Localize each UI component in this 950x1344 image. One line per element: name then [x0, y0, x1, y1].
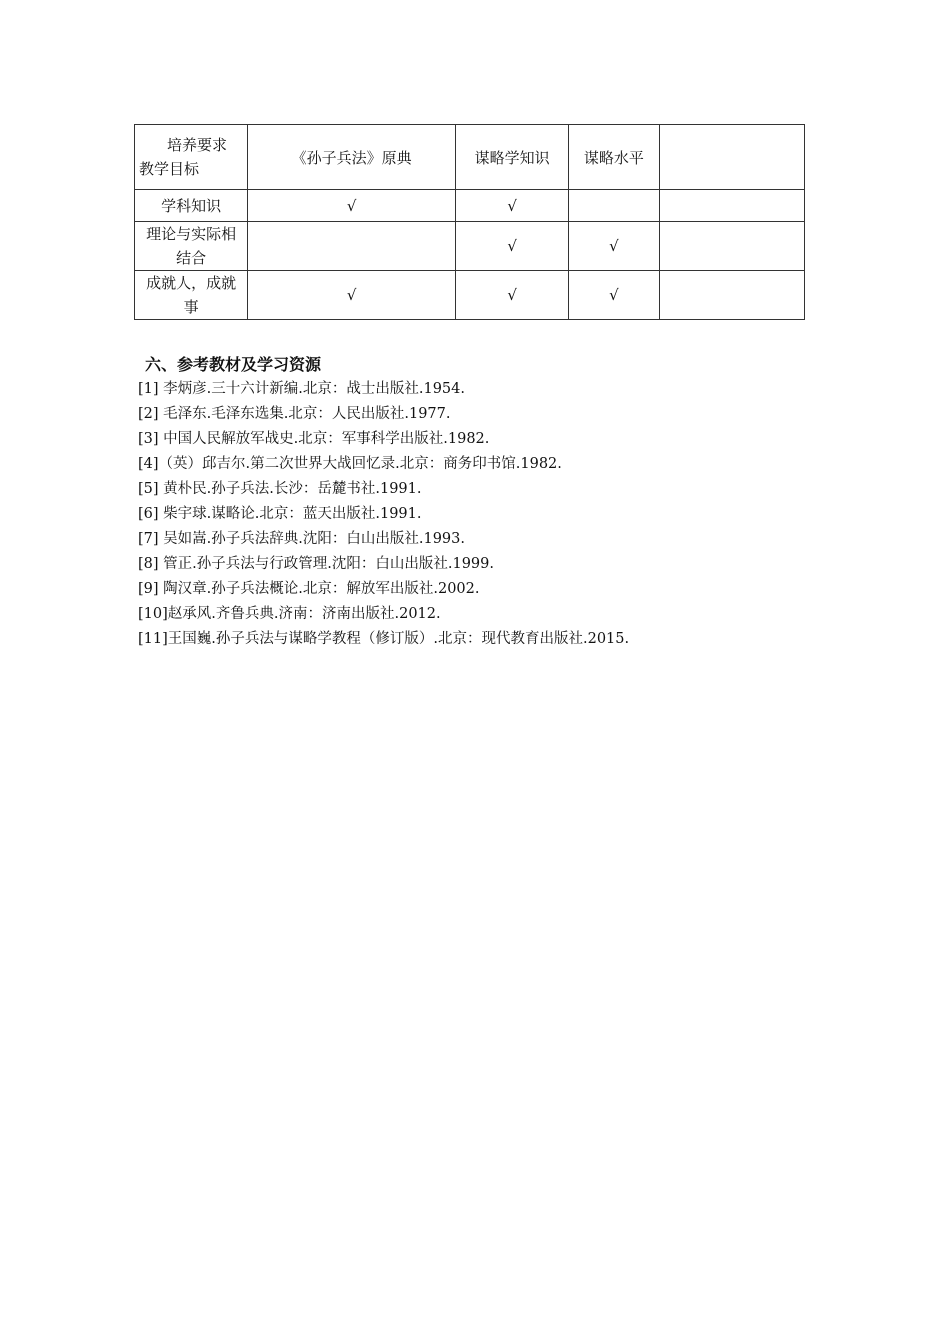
check-mark: √: [569, 222, 659, 271]
check-mark: √: [455, 190, 568, 222]
reference-item: [2] 毛泽东.毛泽东选集.北京：人民出版社.1977.: [138, 406, 451, 422]
row-label: 学科知识: [135, 190, 248, 222]
check-mark: √: [455, 222, 568, 271]
check-mark: √: [248, 271, 456, 320]
check-mark: [659, 222, 804, 271]
column-header: 谋略水平: [569, 125, 659, 190]
table-row: [135, 190, 805, 222]
table-corner-cell: [135, 125, 248, 190]
check-mark: [248, 222, 456, 271]
reference-item: [1] 李炳彦.三十六计新编.北京：战士出版社.1954.: [138, 381, 465, 397]
check-mark: [659, 190, 804, 222]
row-label: 成就人，成就事: [135, 271, 248, 320]
reference-item: [8] 管正.孙子兵法与行政管理.沈阳：白山出版社.1999.: [138, 556, 494, 572]
reference-item: [9] 陶汉章.孙子兵法概论.北京：解放军出版社.2002.: [138, 581, 480, 597]
check-mark: [569, 190, 659, 222]
table-header-row: [135, 125, 805, 190]
check-mark: √: [248, 190, 456, 222]
table-row: [135, 271, 805, 320]
column-header: [659, 125, 804, 190]
row-label: 理论与实际相结合: [135, 222, 248, 271]
column-header: 谋略学知识: [455, 125, 568, 190]
reference-item: [10]赵承风.齐鲁兵典.济南：济南出版社.2012.: [138, 606, 441, 622]
reference-item: [4]（英）邱吉尔.第二次世界大战回忆录.北京：商务印书馆.1982.: [138, 456, 562, 472]
reference-item: [5] 黄朴民.孙子兵法.长沙：岳麓书社.1991.: [138, 481, 422, 497]
reference-item: [7] 吴如嵩.孙子兵法辞典.沈阳：白山出版社.1993.: [138, 531, 465, 547]
corner-label-objectives: 教学目标: [139, 160, 200, 178]
objectives-matrix-table: [134, 124, 805, 320]
column-header: 《孙子兵法》原典: [248, 125, 456, 190]
section-title: 六、参考教材及学习资源: [145, 355, 322, 374]
check-mark: [659, 271, 804, 320]
reference-item: [3] 中国人民解放军战史.北京：军事科学出版社.1982.: [138, 431, 490, 447]
check-mark: √: [455, 271, 568, 320]
reference-item: [6] 柴宇球.谋略论.北京：蓝天出版社.1991.: [138, 506, 422, 522]
corner-label-requirements: 培养要求: [167, 136, 228, 154]
reference-list: [138, 377, 629, 652]
check-mark: √: [569, 271, 659, 320]
reference-item: [11]王国巍.孙子兵法与谋略学教程（修订版）.北京：现代教育出版社.2015.: [138, 631, 630, 647]
table-row: [135, 222, 805, 271]
